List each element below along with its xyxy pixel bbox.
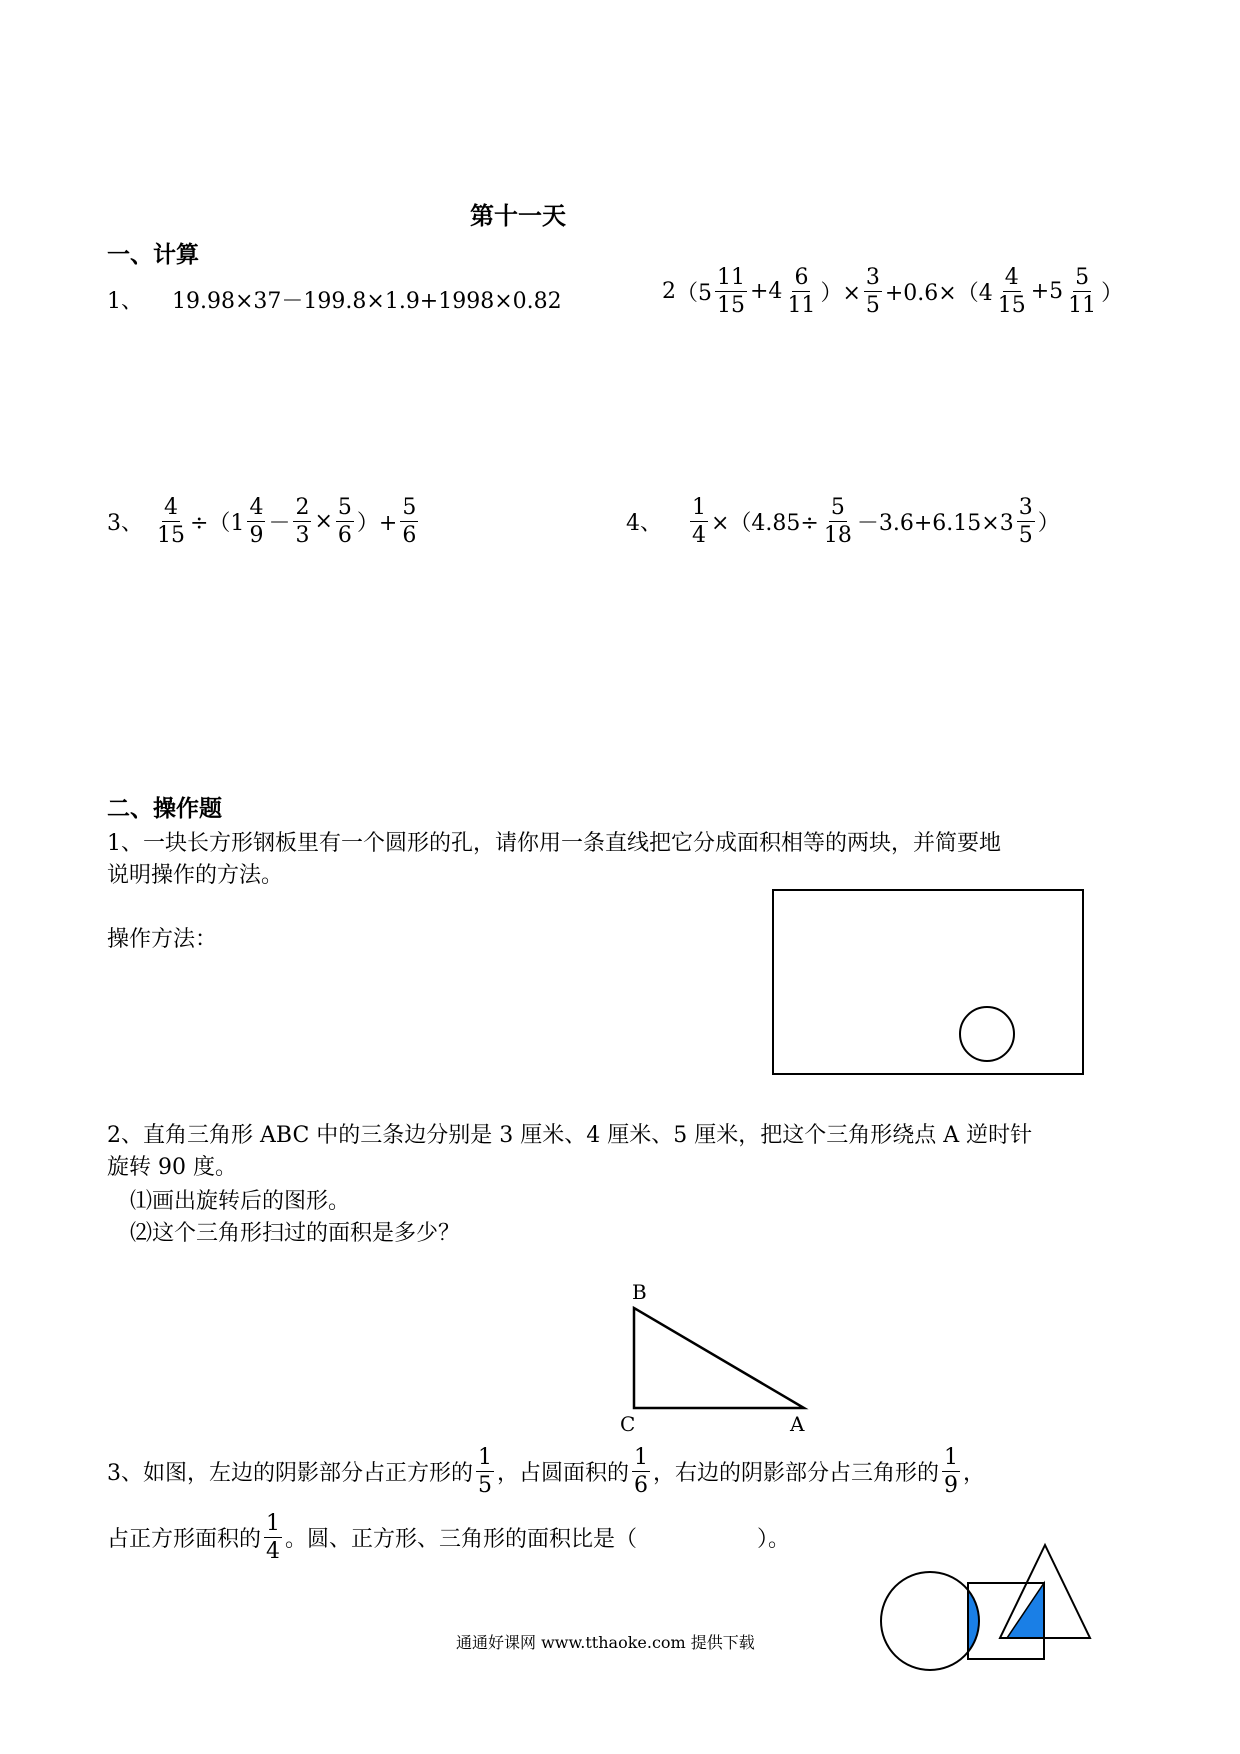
circle-shape bbox=[881, 1572, 979, 1670]
denominator: 6 bbox=[634, 1473, 649, 1499]
denominator: 15 bbox=[717, 293, 745, 319]
fraction bbox=[400, 496, 418, 547]
expr-part: （5 bbox=[676, 281, 712, 307]
numerator: 4 bbox=[1003, 266, 1021, 292]
q2-sub1: ⑴画出旋转后的图形。 bbox=[130, 1189, 351, 1214]
q3-text: ，占圆面积的 bbox=[497, 1461, 630, 1487]
numerator: 5 bbox=[829, 496, 847, 522]
vertex-label-a: A bbox=[790, 1412, 805, 1436]
denominator: 6 bbox=[337, 523, 352, 549]
fraction bbox=[264, 1512, 282, 1563]
expr-part: +5 bbox=[1030, 279, 1064, 305]
expr-part: ） bbox=[1101, 281, 1124, 307]
numerator: 1 bbox=[632, 1446, 650, 1472]
expr-part: +0.6×（4 bbox=[884, 281, 993, 307]
fraction bbox=[822, 496, 854, 547]
problem-number: 1、 bbox=[107, 289, 143, 314]
numerator: 1 bbox=[690, 496, 708, 522]
expression: 19.98×37－199.8×1.9+1998×0.82 bbox=[172, 289, 562, 314]
numerator: 3 bbox=[1017, 496, 1035, 522]
right-triangle bbox=[634, 1308, 804, 1408]
vertex-label-b: B bbox=[632, 1280, 647, 1304]
q3-text: ）。 bbox=[757, 1527, 791, 1553]
denominator: 9 bbox=[249, 523, 264, 549]
numerator: 2 bbox=[293, 496, 311, 522]
numerator: 5 bbox=[400, 496, 418, 522]
denominator: 11 bbox=[1068, 293, 1097, 319]
q1-line1: 1、一块长方形钢板里有一个圆形的孔，请你用一条直线把它分成面积相等的两块，并简要地 bbox=[107, 831, 1002, 856]
denominator: 11 bbox=[787, 293, 816, 319]
q3-text: 占正方形面积的 bbox=[107, 1527, 262, 1553]
problem-number: 2 bbox=[662, 279, 676, 305]
expr-part: × bbox=[314, 509, 333, 535]
numerator: 4 bbox=[247, 496, 265, 522]
q1-line2: 说明操作的方法。 bbox=[107, 863, 284, 888]
denominator: 15 bbox=[157, 523, 185, 549]
circular-hole bbox=[960, 1007, 1014, 1061]
fraction bbox=[715, 266, 747, 317]
q3-line1 bbox=[107, 1446, 985, 1497]
expr-part: ÷（1 bbox=[190, 511, 245, 537]
section-heading-calc: 一、计算 bbox=[107, 241, 199, 268]
expr-part: ×（4.85÷ bbox=[711, 511, 819, 537]
section-heading-operations: 二、操作题 bbox=[107, 795, 222, 822]
fraction bbox=[247, 496, 265, 547]
fraction bbox=[632, 1446, 650, 1497]
denominator: 18 bbox=[823, 523, 852, 549]
q3-text: 。圆、正方形、三角形的面积比是（ bbox=[285, 1527, 638, 1553]
problem-2 bbox=[662, 266, 1123, 317]
fraction bbox=[1066, 266, 1098, 317]
fraction bbox=[942, 1446, 960, 1497]
fraction bbox=[996, 266, 1028, 317]
denominator: 4 bbox=[692, 523, 706, 549]
denominator: 5 bbox=[1018, 523, 1033, 549]
expr-part: － bbox=[268, 511, 291, 537]
numerator: 6 bbox=[792, 266, 810, 292]
numerator: 5 bbox=[1073, 266, 1091, 292]
denominator: 15 bbox=[997, 293, 1026, 319]
page-title: 第十一天 bbox=[470, 201, 566, 230]
denominator: 4 bbox=[266, 1539, 281, 1565]
denominator: 3 bbox=[295, 523, 310, 549]
numerator: 11 bbox=[715, 266, 747, 292]
q3-text: 3、如图，左边的阴影部分占正方形的 bbox=[107, 1461, 473, 1487]
numerator: 1 bbox=[264, 1512, 282, 1538]
denominator: 9 bbox=[944, 1473, 959, 1499]
fraction bbox=[336, 496, 354, 547]
expr-part: －3.6+6.15×3 bbox=[856, 511, 1014, 537]
q3-line2 bbox=[107, 1512, 790, 1563]
expr-part: ）+ bbox=[356, 511, 398, 537]
denominator: 6 bbox=[402, 523, 417, 549]
fraction bbox=[155, 496, 187, 547]
problem-number: 3、 bbox=[107, 511, 143, 537]
problem-3 bbox=[107, 496, 421, 547]
numerator: 1 bbox=[476, 1446, 494, 1472]
fraction bbox=[476, 1446, 494, 1497]
fraction bbox=[690, 496, 708, 547]
footer-text: 通通好课网 www.tthaoke.com 提供下载 bbox=[456, 1633, 755, 1652]
problem-4 bbox=[626, 496, 1060, 547]
denominator: 5 bbox=[478, 1473, 492, 1499]
q2-line1: 2、直角三角形 ABC 中的三条边分别是 3 厘米、4 厘米、5 厘米，把这个三角形绕点 A 逆时针 bbox=[107, 1123, 1033, 1148]
numerator: 3 bbox=[864, 266, 882, 292]
numerator: 4 bbox=[162, 496, 180, 522]
q3-text: ，右边的阴影部分占三角形的 bbox=[653, 1461, 940, 1487]
numerator: 5 bbox=[336, 496, 354, 522]
expr-part: ）× bbox=[820, 281, 861, 307]
expr-part: ） bbox=[1037, 511, 1060, 537]
fraction bbox=[785, 266, 817, 317]
rectangle-plate bbox=[773, 890, 1083, 1074]
triangle-abc-figure bbox=[610, 1280, 820, 1440]
q2-line2: 旋转 90 度。 bbox=[107, 1155, 237, 1180]
problem-number: 4、 bbox=[626, 511, 662, 537]
q3-text: ， bbox=[963, 1461, 986, 1487]
denominator: 5 bbox=[865, 293, 880, 319]
expr-part: +4 bbox=[750, 279, 783, 305]
shapes-figure bbox=[880, 1540, 1106, 1680]
problem-1 bbox=[107, 284, 562, 315]
numerator: 1 bbox=[942, 1446, 960, 1472]
steel-plate-figure bbox=[772, 889, 1084, 1075]
q2-sub2: ⑵这个三角形扫过的面积是多少？ bbox=[130, 1221, 461, 1246]
fraction bbox=[864, 266, 882, 317]
fraction bbox=[293, 496, 311, 547]
fraction bbox=[1017, 496, 1035, 547]
method-label: 操作方法： bbox=[107, 927, 218, 952]
vertex-label-c: C bbox=[620, 1412, 636, 1436]
